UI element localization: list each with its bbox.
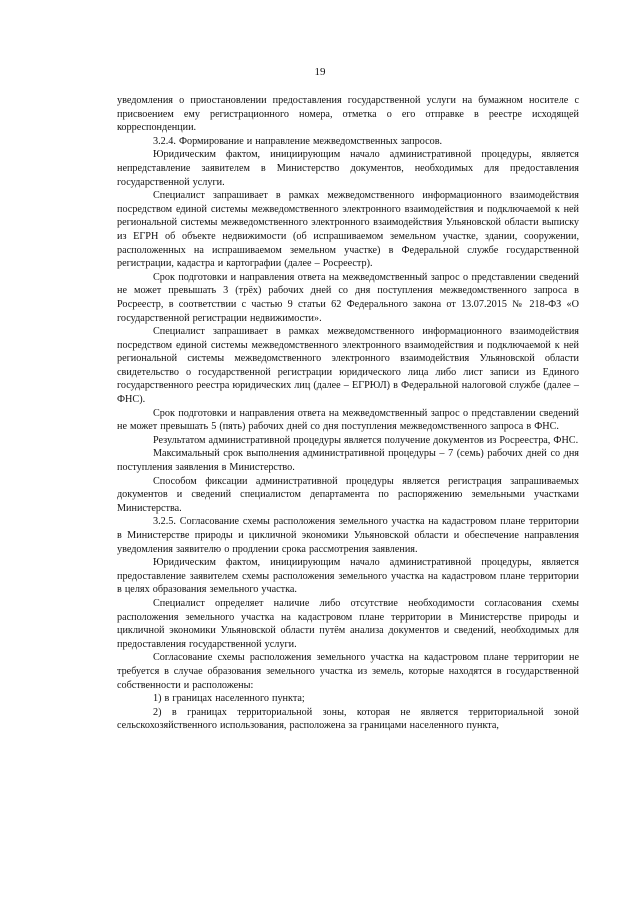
page-number: 19 <box>314 66 326 78</box>
paragraph: 1) в границах населенного пункта; <box>153 693 305 705</box>
paragraph: 3.2.5. Согласование схемы расположения земельного участка на кадастровом плане территории в Министерстве природы и цикличной экономики Ульяновской области и обеспечение направления уведомления заявителю о продлении срока рассмотрения заявления. <box>117 516 579 555</box>
paragraph: 3.2.4. Формирование и направление межведомственных запросов. <box>153 135 443 147</box>
paragraph: Максимальный срок выполнения административной процедуры – 7 (семь) рабочих дней со дня поступления заявления в Министерство. <box>117 448 579 474</box>
paragraph: Специалист определяет наличие либо отсутствие необходимости согласования схемы расположения земельного участка на кадастровом плане территории в Министерстве природы и цикличной экономики Ульяновской области путём анализа документов и сведений, необходимых для предоставления государственной услуги. <box>117 597 579 650</box>
paragraph: Способом фиксации административной процедуры является регистрация запрашиваемых документов и сведений специалистом департамента по распоряжению земельными участками Министерства. <box>117 475 579 514</box>
paragraph: Согласование схемы расположения земельного участка на кадастровом плане территории не требуется в случае образования земельного участка из земель, которые находятся в государственной собственности и расположены: <box>117 652 579 691</box>
paragraph: Специалист запрашивает в рамках межведомственного информационного взаимодействия посредством единой системы межведомственного электронного взаимодействия и подключаемой к ней региональной системы межведомственного электронного взаимодействия Ульяновской области выписку из ЕГРН об объекте недвижимости (об испрашиваемом земельном участке, здании, сооружении, расположенных на испрашиваемом земельном участке) в Федеральной службе государственной регистрации, кадастра и картографии (далее – Росреестр). <box>117 190 579 270</box>
paragraph: Результатом административной процедуры является получение документов из Росреестра, ФНС. <box>153 434 579 446</box>
paragraph: Срок подготовки и направления ответа на межведомственный запрос о представлении сведений не может превышать 5 (пять) рабочих дней со дня поступления межведомственного запроса в ФНС. <box>117 407 579 433</box>
paragraph: уведомления о приостановлении предоставления государственной услуги на бумажном носителе с присвоением ему регистрационного номера, отметка о его отправке в реестре исходящей корреспонденции. <box>117 95 579 134</box>
paragraph: Срок подготовки и направления ответа на межведомственный запрос о представлении сведений не может превышать 3 (трёх) рабочих дней со дня поступления межведомственного запроса в Росреестр, в соответствии с частью 9 статьи 62 Федерального закона от 13.07.2015 № 218-ФЗ «О государственной регистрации недвижимости». <box>117 271 579 324</box>
document-body <box>117 94 579 733</box>
paragraph: Специалист запрашивает в рамках межведомственного информационного взаимодействия посредством единой системы межведомственного электронного взаимодействия и подключаемой к ней региональной системы межведомственного электронного взаимодействия Ульяновской области свидетельство о государственной регистрации юридического лица либо лист записи из Единого государственного реестра юридических лиц (далее – ЕГРЮЛ) в Федеральной налоговой службе (далее – ФНС). <box>117 326 579 406</box>
paragraph: 2) в границах территориальной зоны, которая не является территориальной зоной сельскохозяйственного использования, расположена за границами населенного пункта, <box>117 706 579 732</box>
paragraph: Юридическим фактом, инициирующим начало административной процедуры, является непредставление заявителем в Министерство документов, необходимых для предоставления государственной услуги. <box>117 149 579 188</box>
paragraph: Юридическим фактом, инициирующим начало административной процедуры, является предоставление заявителем схемы расположения земельного участка на кадастровом плане территории в целях образования земельного участка. <box>117 557 579 596</box>
